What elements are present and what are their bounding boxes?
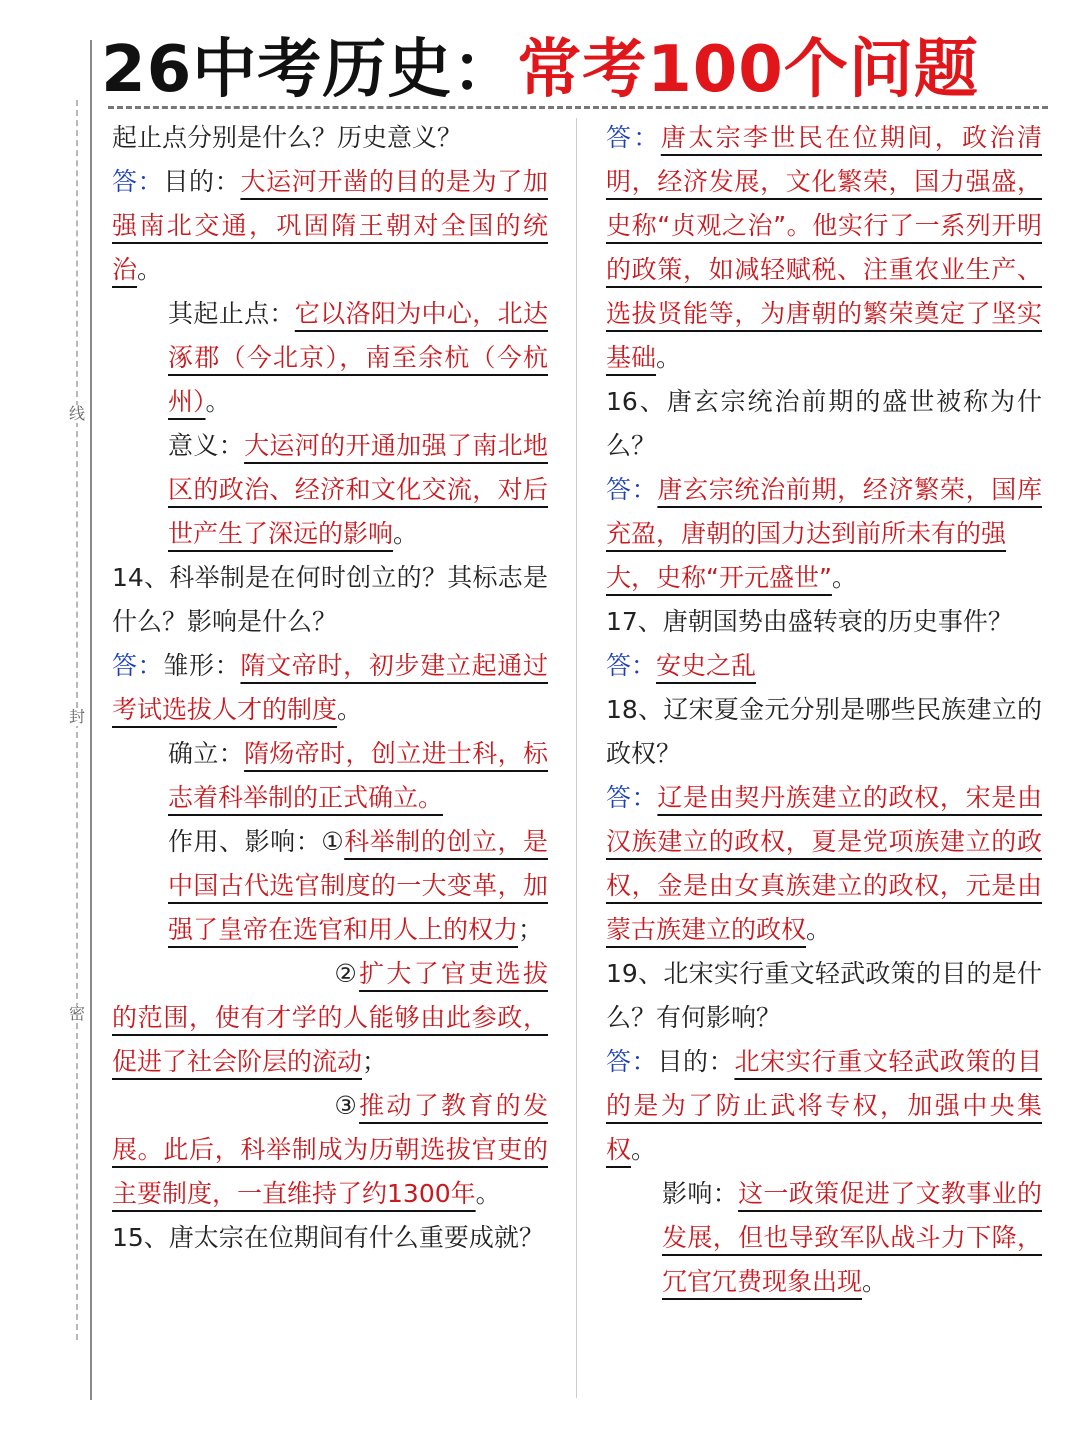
answer-13-points-label: 其起止点： — [168, 299, 295, 328]
binding-label-mi: 密 — [68, 1004, 85, 1023]
punct: 。 — [475, 1179, 501, 1208]
answer-13-meaning-label: 意义： — [168, 431, 245, 460]
question-14: 14、科举制是在何时创立的？其标志是什么？影响是什么？ — [112, 563, 548, 636]
answer-label: 答： — [606, 1047, 658, 1076]
answer-16-text-part1: 唐玄宗统治前期，经济繁荣，国库充盈，唐朝的国力达到前所未有的强 — [606, 475, 1042, 548]
answer-14-effect-1-text: 科举制的创立，是中国古代选官制度的一大变革，加强了皇帝在选官和用人上的权力 — [168, 827, 548, 944]
question-13-tail: 起止点分别是什么？历史意义？ — [112, 123, 463, 152]
answer-15-text: 唐太宗李世民在位期间，政治清明，经济发展，文化繁荣，国力强盛，史称“贞观之治”。他实行了一系列开明的政策，如减轻赋税、注重农业生产、选拔贤能等，为唐朝的繁荣奠定了坚实基础 — [606, 123, 1042, 372]
answer-19-effect — [606, 1172, 1042, 1304]
answer-14-embryo — [112, 644, 548, 732]
answer-19-purpose-label: 目的： — [657, 1047, 735, 1076]
binding-label-feng: 封 — [68, 707, 85, 726]
answer-label: 答： — [606, 123, 661, 152]
punct: 。 — [806, 915, 832, 944]
answer-14-effect-3 — [112, 1084, 548, 1216]
punct: ； — [362, 1047, 388, 1076]
page-title — [0, 28, 1080, 112]
answer-14-effect-2-text: 扩大了官吏选拔的范围，使有才学的人能够由此参政，促进了社会阶层的流动 — [112, 959, 548, 1076]
punct: 。 — [137, 255, 163, 284]
answer-17 — [606, 644, 1042, 688]
answer-14-effect-2-mark: ② — [332, 959, 360, 988]
answer-13-meaning-text: 大运河的开通加强了南北地区的政治、经济和文化交流，对后世产生了深远的影响 — [168, 431, 548, 548]
punct: 。 — [393, 519, 419, 548]
answer-label: 答： — [112, 167, 164, 196]
answer-13-purpose-text: 大运河开凿的目的是为了加强南北交通，巩固隋王朝对全国的统治 — [112, 167, 548, 284]
answer-14-effect-3-text: 推动了教育的发展。此后，科举制成为历朝选拔官吏的主要制度，一直维持了约1300年 — [112, 1091, 548, 1208]
answer-18 — [606, 776, 1042, 952]
question-17: 17、唐朝国势由盛转衰的历史事件？ — [606, 607, 1013, 636]
title-black-part: 26中考历史： — [101, 33, 518, 107]
answer-18-text: 辽是由契丹族建立的政权，宋是由汉族建立的政权，夏是党项族建立的政权，金是由女真族建立的政权，元是由蒙古族建立的政权 — [606, 783, 1042, 944]
answer-19-purpose — [606, 1040, 1042, 1172]
answer-13-purpose-label: 目的： — [163, 167, 241, 196]
punct: 。 — [337, 695, 363, 724]
answer-14-effect-2 — [112, 952, 548, 1084]
answer-label: 答： — [112, 651, 164, 680]
answer-14-establish-label: 确立： — [168, 739, 245, 768]
answer-15 — [606, 116, 1042, 380]
column-separator — [576, 118, 577, 1398]
answer-16 — [606, 468, 1042, 556]
answer-19-effect-label: 影响： — [662, 1179, 739, 1208]
punct: 。 — [631, 1135, 657, 1164]
punct: 。 — [862, 1267, 888, 1296]
punct: 。 — [656, 343, 682, 372]
question-15: 15、唐太宗在位期间有什么重要成就？ — [112, 1223, 544, 1252]
binding-label-xian: 线 — [68, 404, 85, 423]
answer-14-establish-text: 隋炀帝时，创立进士科，标志着科举制的正式确立。 — [168, 739, 548, 812]
right-column — [606, 116, 1042, 1304]
answer-14-embryo-text: 隋文帝时，初步建立起通过考试选拔人才的制度 — [112, 651, 548, 724]
answer-14-embryo-label: 雏形： — [163, 651, 241, 680]
answer-14-establish — [112, 732, 548, 820]
answer-14-effect-label: 作用、影响：① — [168, 827, 345, 856]
answer-17-text: 安史之乱 — [656, 651, 757, 680]
margin-line — [90, 40, 92, 1400]
question-16: 16、唐玄宗统治前期的盛世被称为什么？ — [606, 387, 1042, 460]
answer-19-effect-text: 这一政策促进了文教事业的发展，但也导致军队战斗力下降，冗官冗费现象出现 — [662, 1179, 1042, 1296]
question-18: 18、辽宋夏金元分别是哪些民族建立的政权？ — [606, 695, 1042, 768]
punct: ； — [518, 915, 544, 944]
answer-label: 答： — [606, 475, 658, 504]
answer-13-points — [112, 292, 548, 424]
answer-label: 答： — [606, 651, 657, 680]
answer-19-purpose-text: 北宋实行重文轻武政策的目的是为了防止武将专权，加强中央集权 — [606, 1047, 1042, 1164]
answer-label: 答： — [606, 783, 658, 812]
punct: 。 — [831, 563, 857, 592]
title-divider — [108, 106, 1048, 109]
answer-14-effect-3-mark: ③ — [332, 1091, 360, 1120]
question-19: 19、北宋实行重文轻武政策的目的是什么？有何影响？ — [606, 959, 1042, 1032]
title-red-part: 常考100个问题 — [517, 33, 979, 107]
answer-16-text-part2: 大，史称“开元盛世” — [606, 563, 832, 592]
answer-14-effect-1 — [112, 820, 548, 952]
answer-13-meaning — [112, 424, 548, 556]
answer-13-points-text: 它以洛阳为中心，北达涿郡（今北京），南至余杭（今杭州） — [168, 299, 548, 416]
punct: 。 — [205, 387, 231, 416]
answer-13-purpose — [112, 160, 548, 292]
answer-16-cont — [606, 556, 1042, 600]
left-column — [112, 116, 548, 1260]
